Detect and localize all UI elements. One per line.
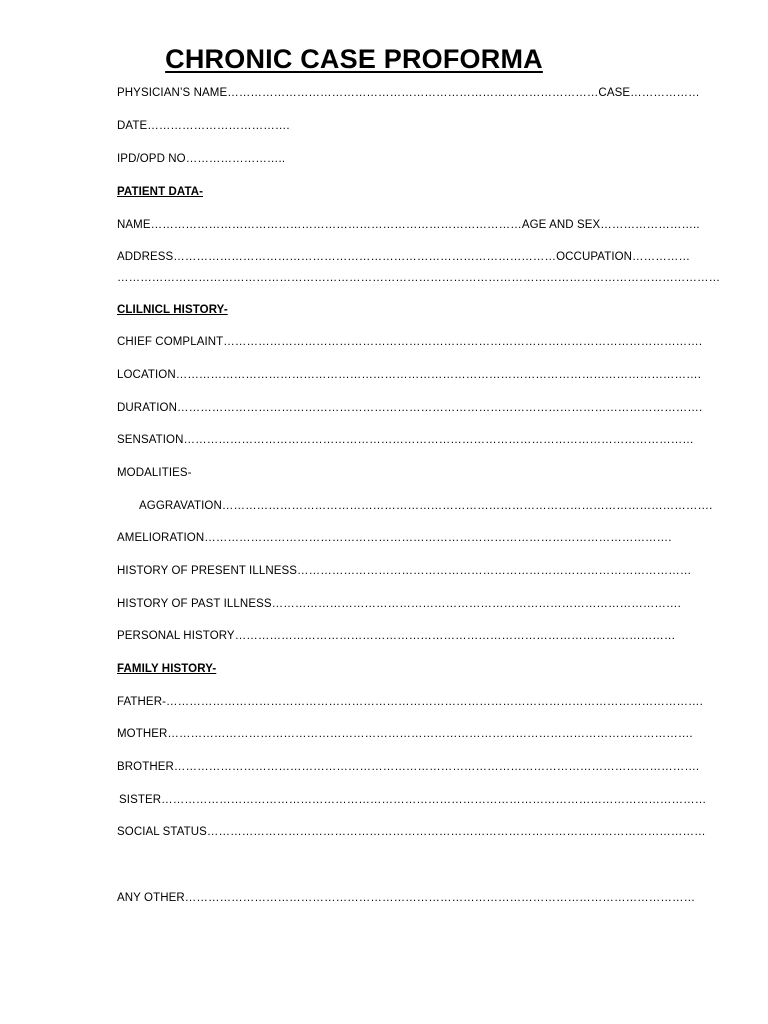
physician-name-field: PHYSICIAN’S NAME……………………………………………………………………………………CASE………………	[117, 87, 700, 99]
modalities-label: MODALITIES-	[117, 467, 192, 479]
patient-data-heading: PATIENT DATA-	[117, 186, 204, 198]
chief-complaint-field: CHIEF COMPLAINT…………………………………………………………………………………………………………….	[117, 336, 703, 348]
location-field: LOCATION……………………………………………………………………………………………………………………….	[117, 369, 702, 381]
amelioration-field: AMELIORATION………………………………………………………………………………………………………….	[117, 532, 672, 544]
any-other-field: ANY OTHER……………………………………………………………………………………………………………………	[117, 892, 696, 904]
father-field: FATHER-………………………………………………………………………………………………………………………….	[117, 696, 703, 708]
social-status-field: SOCIAL STATUS…………………………………………………………………………………………………………………	[117, 826, 706, 838]
mother-field: MOTHER……………………………………………………………………………………………………………………….	[117, 728, 693, 740]
address-continuation-line: …………………………………………………………………………………………………………………………………………	[117, 272, 721, 284]
family-history-heading: FAMILY HISTORY-	[117, 663, 217, 675]
page-title: CHRONIC CASE PROFORMA	[165, 44, 543, 74]
address-occupation-field: ADDRESS………………………………………………………………………………………OCCUPATION……………	[117, 251, 691, 263]
date-field: DATE……………………………….	[117, 120, 290, 132]
sensation-field: SENSATION……………………………………………………………………………………………………………………	[117, 434, 694, 446]
name-age-sex-field: NAME……………………………………………………………………………………AGE AND SEX……………………..	[117, 219, 700, 231]
sister-field: SISTER……………………………………………………………………………………………………………………………	[119, 794, 707, 806]
clinical-history-heading: CLILNICL HISTORY-	[117, 304, 228, 316]
aggravation-field: AGGRAVATION……………………………………………………………………………………………………………….	[139, 500, 713, 512]
duration-field: DURATION……………………………………………………………………………………………………………………….	[117, 402, 703, 414]
past-illness-field: HISTORY OF PAST ILLNESS…………………………………………………………………………………………….	[117, 598, 681, 610]
present-illness-field: HISTORY OF PRESENT ILLNESS…………………………………………………………………………………………	[117, 565, 692, 577]
personal-history-field: PERSONAL HISTORY……………………………………………………………………………………………………	[117, 630, 676, 642]
brother-field: BROTHER……………………………………………………………………………………………………………………….	[117, 761, 700, 773]
ipd-opd-field: IPD/OPD NO……………………..	[117, 153, 286, 165]
